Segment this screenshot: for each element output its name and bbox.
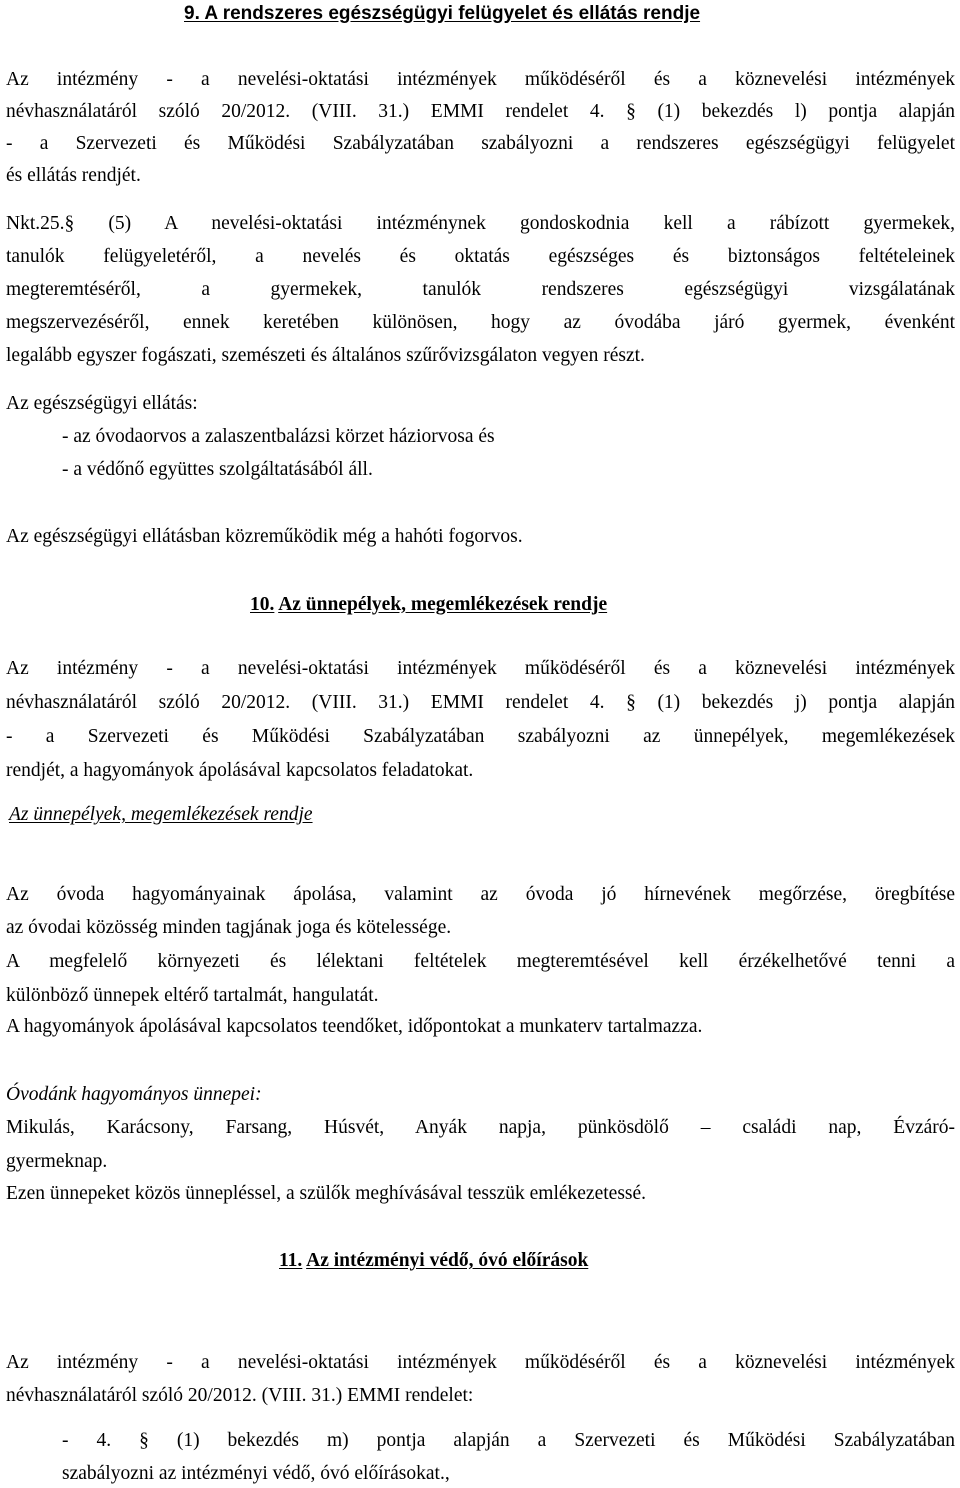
s10-p2-line-4: különböző ünnepek eltérő tartalmát, hangulatát. — [6, 985, 379, 1006]
s10-p1-line-3: - a Szervezeti és Működési Szabályzatában szabályozni az ünnepélyek, megemlékezések — [6, 726, 955, 747]
holidays-title: Óvodánk hagyományos ünnepei: — [6, 1084, 262, 1105]
s9-p2-line-2: tanulók felügyeletéről, a nevelés és oktatás egészséges és biztonságos feltételeinek — [6, 246, 955, 267]
s9-p1-line-2: névhasználatáról szóló 20/2012. (VIII. 31.) EMMI rendelet 4. § (1) bekezdés l) pontja alapján — [6, 101, 955, 122]
section-11-heading — [279, 1250, 588, 1272]
s9-p2-line-1: Nkt.25.§ (5) A nevelési-oktatási intézménynek gondoskodnia kell a rábízott gyermekek, — [6, 213, 955, 234]
s9-p2-line-5: legalább egyszer fogászati, szemészeti és általános szűrővizsgálaton vegyen részt. — [6, 345, 645, 366]
holidays-line-2: gyermeknap. — [6, 1151, 108, 1172]
s11-p1-line-2: névhasználatáról szóló 20/2012. (VIII. 31.) EMMI rendelet: — [6, 1385, 474, 1406]
section-10-number: 10. — [250, 594, 275, 615]
s10-p1-line-1: Az intézmény - a nevelési-oktatási intézmények működéséről és a köznevelési intézmények — [6, 658, 955, 679]
s9-p1-line-3: - a Szervezeti és Működési Szabályzatában szabályozni a rendszeres egészségügyi felügyelet — [6, 133, 955, 154]
s9-p1-line-1: Az intézmény - a nevelési-oktatási intézmények működéséről és a köznevelési intézmények — [6, 69, 955, 90]
section-11-title: Az intézményi védő, óvó előírások — [306, 1250, 589, 1271]
care-item-1: - az óvodaorvos a zalaszentbalázsi körzet háziorvosa és — [62, 426, 495, 447]
s9-p1-line-4: és ellátás rendjét. — [6, 165, 141, 186]
s11-item-line-2: szabályozni az intézményi védő, óvó előírásokat., — [62, 1463, 450, 1484]
s10-p2-line-5: A hagyományok ápolásával kapcsolatos teendőket, időpontokat a munkaterv tartalmazza. — [6, 1016, 703, 1037]
s10-p2-line-3: A megfelelő környezeti és lélektani feltételek megteremtésével kell érzékelhetővé tenni a — [6, 951, 955, 972]
s10-subtitle: Az ünnepélyek, megemlékezések rendje — [9, 804, 313, 825]
s11-p1-line-1: Az intézmény - a nevelési-oktatási intézmények működéséről és a köznevelési intézmények — [6, 1352, 955, 1373]
s10-p2-line-1: Az óvoda hagyományainak ápolása, valamint az óvoda jó hírnevének megőrzése, öregbítése — [6, 884, 955, 905]
s9-p2-line-4: megszervezéséről, ennek keretében különösen, hogy az óvodába járó gyermek, évenként — [6, 312, 955, 333]
s10-p2-line-2: az óvodai közösség minden tagjának joga és kötelessége. — [6, 917, 452, 938]
care-label: Az egészségügyi ellátás: — [6, 393, 198, 414]
section-10-title: Az ünnepélyek, megemlékezések rendje — [278, 594, 608, 615]
section-10-heading — [250, 594, 607, 616]
section-9-heading: 9. A rendszeres egészségügyi felügyelet és ellátás rendje — [184, 3, 701, 24]
s9-p2-line-3: megteremtéséről, a gyermekek, tanulók rendszeres egészségügyi vizsgálatának — [6, 279, 955, 300]
holidays-line-3: Ezen ünnepeket közös ünnepléssel, a szülők meghívásával tesszük emlékezetessé. — [6, 1183, 647, 1204]
s11-item-line-1: - 4. § (1) bekezdés m) pontja alapján a Szervezeti és Működési Szabályzatában — [62, 1430, 955, 1451]
section-11-number: 11. — [279, 1250, 303, 1271]
care-item-2: - a védőnő együttes szolgáltatásából áll. — [62, 459, 373, 480]
s10-p1-line-2: névhasználatáról szóló 20/2012. (VIII. 31.) EMMI rendelet 4. § (1) bekezdés j) pontja alapján — [6, 692, 955, 713]
s10-p1-line-4: rendjét, a hagyományok ápolásával kapcsolatos feladatokat. — [6, 760, 474, 781]
dentist-note: Az egészségügyi ellátásban közreműködik még a hahóti fogorvos. — [6, 526, 523, 547]
holidays-line-1: Mikulás, Karácsony, Farsang, Húsvét, Anyák napja, pünkösdölő – családi nap, Évzáró- — [6, 1117, 955, 1138]
